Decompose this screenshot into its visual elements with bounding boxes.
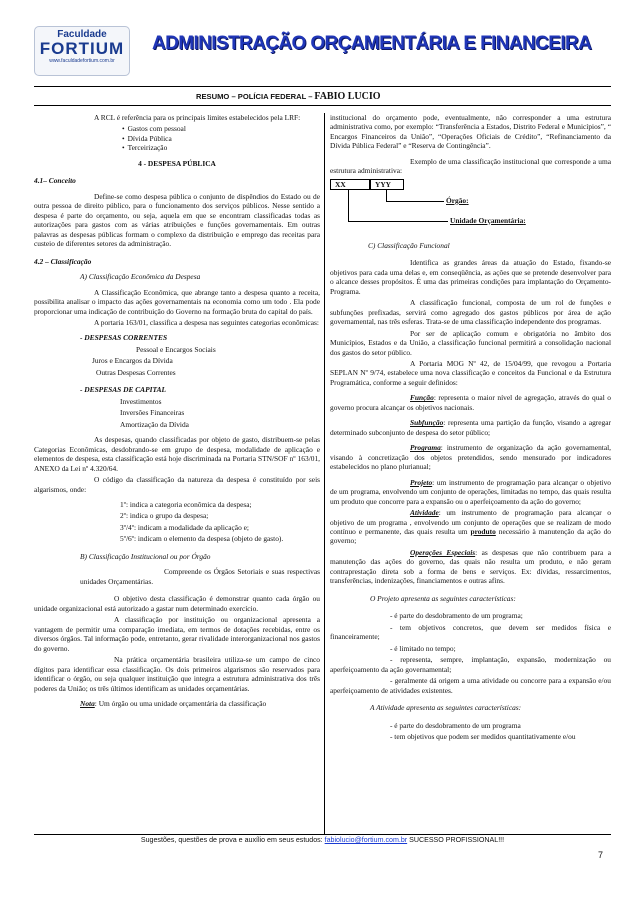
definition-projeto-text: : um instrumento de programação para alcançar o objetivo de um programa, envolvendo um conjunto de operações, limitadas no tempo, das quais resulta um produto que concorre para a expansão ou o aperfeiçoamento da ação do governo;	[330, 477, 611, 506]
footer	[34, 836, 611, 845]
definition-programa	[330, 443, 611, 471]
paragraph-funcional-2: A classificação funcional, composta de um rol de funções e subfunções prefixadas, servirá como agregado dos gastos públicos por área de ação governamental, nas três esferas. Trata-se de uma classificação independente dos programas.	[330, 298, 611, 327]
projeto-item: - representa, sempre, implantação, expansão, modernização ou aperfeiçoamento da ação governamental;	[330, 655, 611, 674]
projeto-item: - geralmente dá origem a uma atividade ou concorre para a expansão e/ou aperfeiçoamento de atividades existentes.	[330, 676, 611, 695]
diagram-colon: :	[523, 215, 526, 225]
definition-funcao	[330, 393, 611, 412]
projeto-item: - é limitado no tempo;	[390, 643, 456, 653]
term-funcao: Função	[410, 393, 434, 403]
definition-atividade-tail: necessário à manutenção da ação do governo;	[330, 527, 611, 546]
heading-classificacao-funcional: C) Classificação Funcional	[368, 240, 450, 250]
classification-diagram	[330, 179, 611, 239]
diagram-code-unidade: YYY	[370, 179, 404, 190]
diagram-line	[348, 221, 448, 222]
paragraph-institucional-continued: institucional do orçamento pode, eventualmente, não corresponder a uma estrutura administrativa como, por exemplo: “Transferência a Estados, Distrito Federal e Municípios”, “ Encargos Financeiros da União”, “Operações Oficiais de Crédito”, “Refinanciamento da Dívida Pública Federal” e “Reserva de Contingência”.	[330, 113, 611, 151]
nota-label: Nota	[80, 698, 95, 708]
digit-item: 5º/6º: indicam o elemento da despesa (objeto de gasto).	[120, 534, 284, 544]
diagram-line	[348, 190, 349, 221]
paragraph-economica-1: A Classificação Econômica, que abrange tanto a despesa quanto a receita, possibilita analisar o impacto das ações governamentais na economia como um todo . Ela pode proporcionar uma indicação de contribuição do Governo na formação bruta do capital do país.	[34, 287, 320, 316]
fortium-logo	[34, 26, 130, 76]
diagram-label-unidade	[450, 216, 526, 225]
definition-operacoes-especiais-text: : as despesas que não contribuem para a manutenção das ações do governo, das quais não resulta um produto, e não geram contraprestação direta sob a forma de bens e serviços. Ex: dívidas, ressarcimentos, transferências, indenizações, financiamentos e outras afins.	[330, 547, 611, 586]
term-atividade: Atividade	[410, 508, 439, 518]
projeto-item: - é parte do desdobramento de um programa;	[390, 611, 523, 621]
paragraph-pratica-orcamentaria: Na prática orçamentária brasileira utiliza-se um campo de cinco dígitos para identificar essa classificação. Os dois primeiros algarismos são reservados para identificar o órgão, ou seja qualquer instituição que integra a estrutura administrativa dos três poderes da União; os três últimos identificam as unidades orçamentárias.	[34, 655, 320, 693]
diagram-label-orgao-text: Órgão	[446, 195, 467, 205]
definition-projeto	[330, 478, 611, 506]
heading-classificacao-economica: A) Classificação Econômica da Despesa	[80, 272, 201, 282]
diagram-line	[386, 190, 387, 201]
term-operacoes-especiais: Operações Especiais	[410, 547, 476, 557]
projeto-item: - tem objetivos concretos, que devem ser medidos física e financeiramente;	[330, 622, 611, 642]
definition-subfuncao-text: : representa uma partição da função, visando a agregar determinado subconjunto de despesa do setor público;	[330, 418, 611, 437]
capital-item: Inversões Financeiras	[120, 408, 185, 418]
diagram-colon: :	[466, 195, 469, 205]
paragraph-funcional-4: A Portaria MOG Nº 42, de 15/04/99, que revogou a Portaria SEPLAN Nº 9/74, estabelece uma nova classificação e conceitos da Funcional e da Estrutura Programática, conforme a seguir definidos:	[330, 358, 611, 387]
capital-item: Amortização da Dívida	[120, 419, 189, 429]
right-column	[330, 113, 611, 834]
paragraph-funcional-3: Por ser de aplicação comum e obrigatória no âmbito dos Municípios, Estados e da União, a classificação funcional permitirá a consolidação nacional dos gastos do setor público.	[330, 328, 611, 357]
paragraph-rcl: A RCL é referência para os principais limites estabelecidos pela LRF:	[94, 113, 301, 122]
paragraph-orgaos-setoriais: Compreende os Órgãos Setoriais e suas respectivas unidades Orçamentárias.	[80, 567, 320, 586]
bullet-item: • Gastos com pessoal	[122, 124, 320, 133]
subheader-author: FABIO LUCIO	[314, 91, 381, 102]
page-number: 7	[598, 850, 604, 860]
paragraph-funcional-1: Identifica as grandes áreas da atuação do Estado, fixando-se objetivos para cada uma delas e, em conseqüência, as ações que se pretende desenvolver para o alcance desses propósitos. É uma das primeiras condições para implantação do Orçamento-Programa.	[330, 258, 611, 296]
paragraph-objeto-gasto: As despesas, quando classificadas por objeto de gasto, distribuem-se pelas Categorias Econômicas, desdobrando-se em grupo de despesa, modalidade de aplicação e elementos de despesa, esta classificação está hoje discriminada na Portaria STN/SOF nº 163/01, ANEXO da Lei nº 4.320/64.	[34, 435, 320, 473]
subheader-course: RESUMO – POLÍCIA FEDERAL –	[196, 92, 313, 101]
diagram-label-orgao	[446, 196, 469, 205]
footer-email-link[interactable]: fabiolucio@fortium.com.br	[324, 836, 408, 844]
paragraph-conceito: Define-se como despesa pública o conjunto de dispêndios do Estado ou de outra pessoa de direito público, para o funcionamento dos serviços públicos. Nesse sentido a despesa é parte do orçamento, ou seja, aquela em que se encontram classificadas todas as autorizações para gastos com as várias atribuições e funções governamentais. Em outras palavras as despesas públicas formam o complexo da distribuição e emprego das receitas para custeio de diferentes setores da administração.	[34, 191, 320, 249]
definition-operacoes-especiais	[330, 548, 611, 586]
footer-tail: SUCESSO PROFISSIONAL!!!	[407, 836, 505, 844]
logo-main-text: FORTIUM	[39, 39, 125, 58]
logo-url-text: www.faculdadefortium.com.br	[49, 57, 115, 64]
atividade-item: - é parte do desdobramento de um programa	[390, 720, 521, 730]
definition-funcao-text: : representa o maior nível de agregação, através do qual o governo procura alcançar os objetivos nacionais.	[330, 393, 611, 412]
page-banner-title: ADMINISTRAÇÃO ORÇAMENTÁRIA E FINANCEIRA	[152, 33, 592, 54]
definition-subfuncao	[330, 418, 611, 437]
bullet-item: • Terceirização	[122, 143, 320, 152]
term-projeto: Projeto	[410, 477, 433, 487]
definition-atividade	[330, 508, 611, 546]
paragraph-exemplo: Exemplo de uma classificação institucional que corresponde a uma estrutura administrativa:	[330, 156, 611, 176]
digit-item: 1º: indica a categoria econômica da despesa;	[120, 500, 252, 509]
paragraph-economica-2: A portaria 163/01, classifica a despesa nas seguintes categorias econômicas:	[94, 317, 319, 327]
footer-rule	[34, 834, 611, 835]
heading-projeto-caracteristicas: O Projeto apresenta as seguintes características:	[370, 593, 516, 603]
paragraph-nota	[34, 699, 320, 708]
paragraph-vantagem: A classificação por instituição ou organizacional apresenta a vantagem de permitir uma comparação imediata, em termos de dotações recebidas, entre os diversos órgãos. Tal informação pode, entretanto, gerar rivalidade interorganizacional nos gastos do governo.	[34, 615, 320, 653]
definition-programa-text: : instrumento de organização da ação governamental, visando à concretização dos objetos pretendidos, sendo mensurado por indicadores estabelecidos no plano plurianual;	[330, 443, 611, 472]
atividade-item: - tem objetivos que podem ser medidos quantitativamente e/ou	[390, 731, 576, 741]
diagram-label-unidade-text: Unidade Orçamentária	[450, 215, 524, 225]
digit-item: 3º/4º: indicam a modalidade da aplicação e;	[120, 522, 249, 532]
logo-top-text: Faculdade	[57, 29, 107, 40]
term-produto: produto	[470, 527, 496, 536]
rcl-bullet-list	[34, 124, 320, 152]
heading-despesas-correntes: - DESPESAS CORRENTES	[80, 333, 168, 343]
bullet-item: • Dívida Pública	[122, 134, 320, 143]
heading-despesas-capital: - DESPESAS DE CAPITAL	[80, 385, 167, 395]
header-rule-bottom	[34, 105, 611, 106]
heading-classificacao-institucional: B) Classificação Institucional ou por Órgão	[80, 551, 211, 561]
left-column	[34, 113, 320, 834]
column-divider	[324, 113, 325, 834]
heading-despesa-publica: 4 - DESPESA PÚBLICA	[138, 158, 216, 168]
heading-conceito: 4.1– Conceito	[34, 176, 76, 186]
header-rule-top	[34, 86, 611, 87]
footer-text: Sugestões, questões de prova e auxílio em seus estudos:	[140, 836, 325, 844]
correntes-item: Outras Despesas Correntes	[96, 367, 176, 377]
subheader	[196, 91, 381, 103]
capital-item: Investimentos	[120, 396, 162, 406]
heading-atividade-caracteristicas: A Atividade apresenta as seguintes características:	[370, 703, 522, 713]
term-programa: Programa	[410, 443, 441, 453]
correntes-item: Juros e Encargos da Dívida	[92, 356, 173, 366]
definition-atividade-text: : um instrumento de programação para alcançar o objetivo de um programa , envolvendo um conjunto de operações que se realizam de modo contínuo e permanente, das quais resulta um	[330, 508, 611, 536]
heading-classificacao: 4.2 – Classificação	[34, 256, 92, 266]
term-subfuncao: Subfunção	[410, 418, 444, 428]
correntes-item: Pessoal e Encargos Sociais	[136, 344, 216, 354]
digit-item: 2º: indica o grupo da despesa;	[120, 511, 209, 521]
paragraph-objetivo-classificacao: O objetivo desta classificação é demonstrar quanto cada órgão ou unidade organizacional está autorizado a gastar num determinado exercício.	[34, 594, 320, 613]
nota-text: : Um órgão ou uma unidade orçamentária da classificação	[94, 698, 267, 708]
diagram-line	[386, 201, 444, 202]
paragraph-codigo-natureza: O código da classificação da natureza da despesa é constituído por seis algarismos, onde:	[34, 475, 320, 494]
diagram-code-orgao: XX	[330, 179, 370, 190]
